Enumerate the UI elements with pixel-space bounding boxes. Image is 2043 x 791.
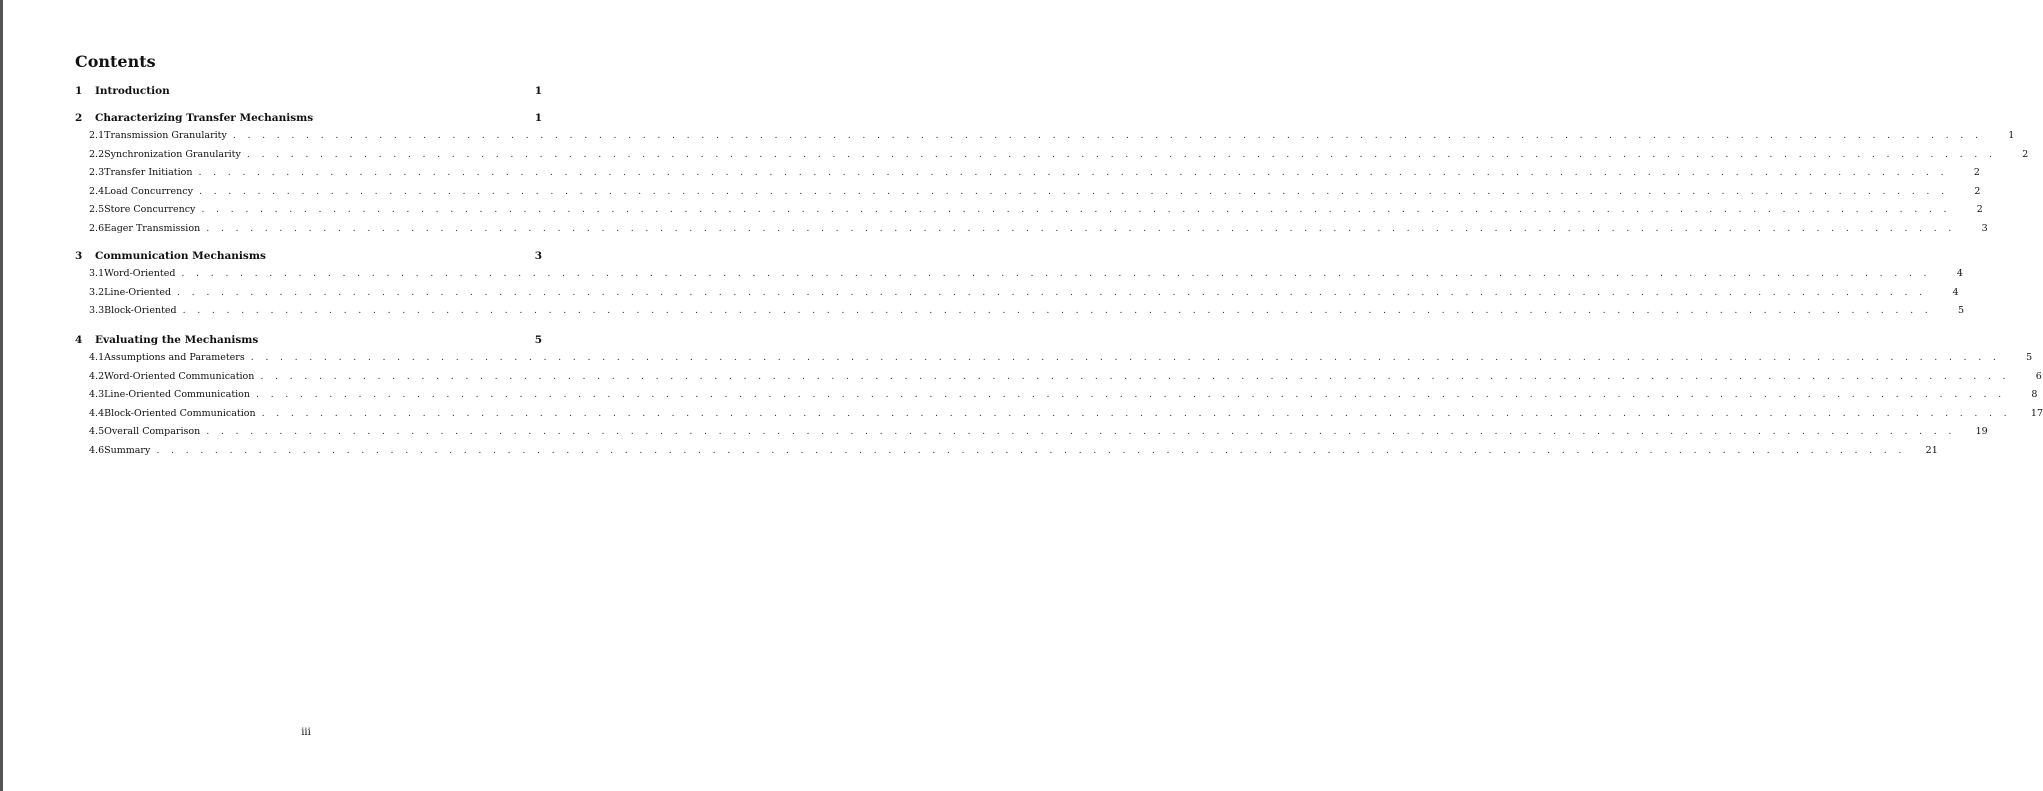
subsection-title: Assumptions and Parameters bbox=[104, 352, 245, 363]
subsection-page-number: 8 bbox=[2031, 389, 2038, 401]
dot-leader: . . . . . . . . . . . . . . . . . . . . . . . . . . . . . . . . . . . . . . . . . . . . . . . . . . . . . . . . . . . . . . . . . . . . . . . . . . . . . . . . . . . . . . . . . . . . . . . . . . . . . . . . . . . . . . . . . . . . . . . . bbox=[250, 352, 2001, 363]
toc-subsection-entry bbox=[89, 305, 1965, 317]
subsection-number: 2.2 bbox=[89, 148, 105, 160]
page-edge bbox=[0, 0, 3, 791]
subsection-title: Overall Comparison bbox=[104, 426, 201, 438]
toc-subsection-entry bbox=[89, 352, 2033, 363]
toc-subsection-entry bbox=[89, 286, 1959, 298]
section-page-number: 5 bbox=[534, 334, 542, 346]
section-page-number: 3 bbox=[534, 250, 542, 262]
subsection-page-number: 1 bbox=[2008, 130, 2015, 141]
toc-subsection-entry bbox=[89, 185, 1981, 197]
subsection-page-number: 4 bbox=[1956, 268, 1963, 279]
subsection-number: 4.6 bbox=[89, 445, 105, 456]
subsection-number: 2.4 bbox=[89, 185, 105, 197]
toc-subsection-entry bbox=[89, 389, 2038, 401]
subsection-title: Transmission Granularity bbox=[104, 130, 227, 141]
subsection-title: Block-Oriented bbox=[104, 305, 177, 317]
dot-leader: . . . . . . . . . . . . . . . . . . . . . . . . . . . . . . . . . . . . . . . . . . . . . . . . . . . . . . . . . . . . . . . . . . . . . . . . . . . . . . . . . . . . . . . . . . . . . . . . . . . . . . . . . . . . . . . . . . . . . . . . bbox=[181, 268, 1931, 279]
dot-leader: . . . . . . . . . . . . . . . . . . . . . . . . . . . . . . . . . . . . . . . . . . . . . . . . . . . . . . . . . . . . . . . . . . . . . . . . . . . . . . . . . . . . . . . . . . . . . . . . . . . . . . . . . . . . . . . . . . . . . . . . bbox=[177, 286, 1927, 298]
subsection-title: Synchronization Granularity bbox=[104, 148, 241, 160]
toc-subsection-entry bbox=[89, 370, 2042, 382]
subsection-title: Summary bbox=[104, 445, 151, 456]
subsection-page-number: 5 bbox=[1958, 305, 1965, 317]
toc-subsection-entry bbox=[89, 426, 1988, 438]
subsection-number: 3.1 bbox=[89, 268, 105, 279]
page-title: Contents bbox=[75, 52, 156, 71]
toc-section-entry bbox=[75, 250, 542, 262]
dot-leader: . . . . . . . . . . . . . . . . . . . . . . . . . . . . . . . . . . . . . . . . . . . . . . . . . . . . . . . . . . . . . . . . . . . . . . . . . . . . . . . . . . . . . . . . . . . . . . . . . . . . . . . . . . . . . . . . . . . . . . . . bbox=[206, 426, 1956, 438]
toc-section-entry bbox=[75, 85, 542, 97]
subsection-page-number: 5 bbox=[2026, 352, 2033, 363]
subsection-title: Line-Oriented bbox=[104, 286, 172, 298]
subsection-number: 4.3 bbox=[89, 389, 105, 401]
subsection-title: Line-Oriented Communication bbox=[104, 389, 251, 401]
subsection-number: 2.3 bbox=[89, 167, 105, 179]
toc-subsection-entry bbox=[89, 130, 2015, 141]
dot-leader: . . . . . . . . . . . . . . . . . . . . . . . . . . . . . . . . . . . . . . . . . . . . . . . . . . . . . . . . . . . . . . . . . . . . . . . . . . . . . . . . . . . . . . . . . . . . . . . . . . . . . . . . . . . . . . . . . . . . . . . . bbox=[246, 148, 1997, 160]
subsection-title: Eager Transmission bbox=[104, 223, 201, 234]
toc-subsection-entry bbox=[89, 167, 1980, 179]
subsection-number: 4.2 bbox=[89, 370, 105, 382]
section-number: 4 bbox=[75, 334, 83, 346]
dot-leader: . . . . . . . . . . . . . . . . . . . . . . . . . . . . . . . . . . . . . . . . . . . . . . . . . . . . . . . . . . . . . . . . . . . . . . . . . . . . . . . . . . . . . . . . . . . . . . . . . . . . . . . . . . . . . . . . . . . . . . . . bbox=[260, 370, 2010, 382]
subsection-number: 2.1 bbox=[89, 130, 105, 141]
dot-leader: . . . . . . . . . . . . . . . . . . . . . . . . . . . . . . . . . . . . . . . . . . . . . . . . . . . . . . . . . . . . . . . . . . . . . . . . . . . . . . . . . . . . . . . . . . . . . . . . . . . . . . . . . . . . . . . . . . . . . . . . bbox=[182, 305, 1933, 317]
subsection-number: 2.5 bbox=[89, 204, 105, 216]
subsection-page-number: 2 bbox=[1976, 204, 1983, 216]
subsection-page-number: 4 bbox=[1952, 286, 1959, 298]
section-title: Evaluating the Mechanisms bbox=[95, 334, 259, 346]
section-page-number: 1 bbox=[534, 112, 542, 124]
subsection-page-number: 21 bbox=[1925, 445, 1938, 456]
toc-subsection-entry bbox=[89, 445, 1938, 456]
subsection-page-number: 2 bbox=[1974, 185, 1981, 197]
section-page-number: 1 bbox=[534, 85, 542, 97]
dot-leader: . . . . . . . . . . . . . . . . . . . . . . . . . . . . . . . . . . . . . . . . . . . . . . . . . . . . . . . . . . . . . . . . . . . . . . . . . . . . . . . . . . . . . . . . . . . . . . . . . . . . . . . . . . . . . . . . . . . . . . . . bbox=[156, 445, 1906, 456]
subsection-number: 4.4 bbox=[89, 407, 105, 419]
dot-leader: . . . . . . . . . . . . . . . . . . . . . . . . . . . . . . . . . . . . . . . . . . . . . . . . . . . . . . . . . . . . . . . . . . . . . . . . . . . . . . . . . . . . . . . . . . . . . . . . . . . . . . . . . . . . . . . . . . . . . . . . bbox=[261, 407, 2012, 419]
subsection-page-number: 6 bbox=[2035, 370, 2042, 382]
subsection-page-number: 3 bbox=[1981, 223, 1988, 234]
section-number: 2 bbox=[75, 112, 83, 124]
subsection-number: 4.5 bbox=[89, 426, 105, 438]
section-title: Communication Mechanisms bbox=[95, 250, 266, 262]
toc-section-entry bbox=[75, 112, 542, 124]
subsection-number: 3.2 bbox=[89, 286, 105, 298]
toc-subsection-entry bbox=[89, 407, 2043, 419]
toc-subsection-entry bbox=[89, 204, 1983, 216]
subsection-title: Load Concurrency bbox=[104, 185, 193, 197]
subsection-page-number: 2 bbox=[1973, 167, 1980, 179]
subsection-title: Store Concurrency bbox=[104, 204, 196, 216]
subsection-title: Block-Oriented Communication bbox=[104, 407, 256, 419]
subsection-number: 2.6 bbox=[89, 223, 105, 234]
section-title: Introduction bbox=[95, 85, 170, 97]
subsection-title: Word-Oriented Communication bbox=[104, 370, 255, 382]
dot-leader: . . . . . . . . . . . . . . . . . . . . . . . . . . . . . . . . . . . . . . . . . . . . . . . . . . . . . . . . . . . . . . . . . . . . . . . . . . . . . . . . . . . . . . . . . . . . . . . . . . . . . . . . . . . . . . . . . . . . . . . . bbox=[198, 185, 1949, 197]
toc-subsection-entry bbox=[89, 223, 1988, 234]
subsection-number: 3.3 bbox=[89, 305, 105, 317]
dot-leader: . . . . . . . . . . . . . . . . . . . . . . . . . . . . . . . . . . . . . . . . . . . . . . . . . . . . . . . . . . . . . . . . . . . . . . . . . . . . . . . . . . . . . . . . . . . . . . . . . . . . . . . . . . . . . . . . . . . . . . . . bbox=[256, 389, 2006, 401]
subsection-page-number: 19 bbox=[1975, 426, 1988, 438]
subsection-page-number: 17 bbox=[2030, 407, 2043, 419]
dot-leader: . . . . . . . . . . . . . . . . . . . . . . . . . . . . . . . . . . . . . . . . . . . . . . . . . . . . . . . . . . . . . . . . . . . . . . . . . . . . . . . . . . . . . . . . . . . . . . . . . . . . . . . . . . . . . . . . . . . . . . . . bbox=[201, 204, 1951, 216]
dot-leader: . . . . . . . . . . . . . . . . . . . . . . . . . . . . . . . . . . . . . . . . . . . . . . . . . . . . . . . . . . . . . . . . . . . . . . . . . . . . . . . . . . . . . . . . . . . . . . . . . . . . . . . . . . . . . . . . . . . . . . . . bbox=[206, 223, 1956, 234]
subsection-number: 4.1 bbox=[89, 352, 105, 363]
toc-subsection-entry bbox=[89, 148, 2029, 160]
toc-subsection-entry bbox=[89, 268, 1963, 279]
dot-leader: . . . . . . . . . . . . . . . . . . . . . . . . . . . . . . . . . . . . . . . . . . . . . . . . . . . . . . . . . . . . . . . . . . . . . . . . . . . . . . . . . . . . . . . . . . . . . . . . . . . . . . . . . . . . . . . . . . . . . . . . bbox=[232, 130, 1983, 141]
toc-section-entry bbox=[75, 334, 542, 346]
section-number: 1 bbox=[75, 85, 83, 97]
section-number: 3 bbox=[75, 250, 83, 262]
dot-leader: . . . . . . . . . . . . . . . . . . . . . . . . . . . . . . . . . . . . . . . . . . . . . . . . . . . . . . . . . . . . . . . . . . . . . . . . . . . . . . . . . . . . . . . . . . . . . . . . . . . . . . . . . . . . . . . . . . . . . . . . bbox=[198, 167, 1948, 179]
subsection-title: Word-Oriented bbox=[104, 268, 176, 279]
page-number: iii bbox=[301, 727, 311, 738]
subsection-page-number: 2 bbox=[2022, 148, 2029, 160]
section-title: Characterizing Transfer Mechanisms bbox=[95, 112, 314, 124]
subsection-title: Transfer Initiation bbox=[104, 167, 193, 179]
